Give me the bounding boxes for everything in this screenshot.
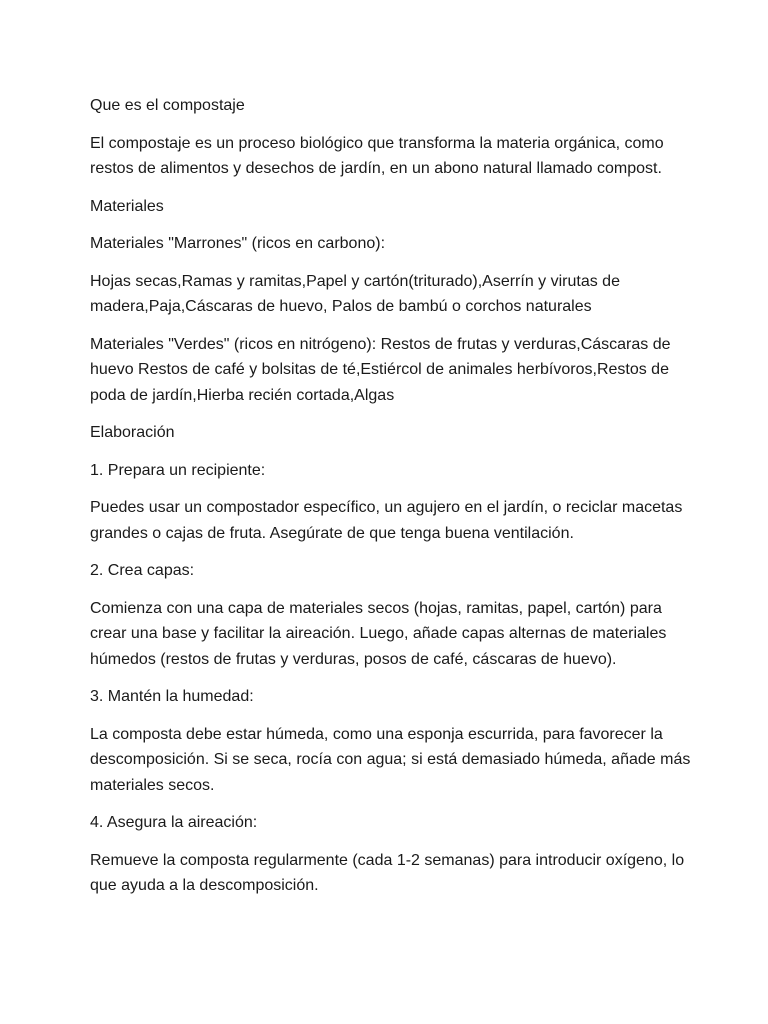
step-1-heading: 1. Prepara un recipiente: xyxy=(90,461,266,479)
brown-materials-heading: Materiales "Marrones" (ricos en carbono): xyxy=(90,235,386,252)
step-2-text: Comienza con una capa de materiales secos (hojas, ramitas, papel, cartón) para crear una base y facilitar la aireación. Luego, añade capas alternas de materiales húmedos (restos de frutas y verduras, posos de café, cáscaras de huevo). xyxy=(90,599,667,668)
step-3-heading: 3. Mantén la humedad: xyxy=(90,688,254,705)
green-materials-paragraph: Materiales "Verdes" (ricos en nitrógeno): Restos de frutas y verduras,Cáscaras de huevo Restos de café y bolsitas de té,Estiércol de animales herbívoros,Restos de poda de jardín,Hierba recién cortada,Algas xyxy=(90,335,671,404)
step-3-text: La composta debe estar húmeda, como una esponja escurrida, para favorecer la descomposición. Si se seca, rocía con agua; si está demasiado húmeda, añade más materiales secos. xyxy=(90,725,691,794)
step-1-text: Puedes usar un compostador específico, un agujero en el jardín, o reciclar macetas grandes o cajas de fruta. Asegúrate de que tenga buena ventilación. xyxy=(90,499,683,542)
intro-paragraph: El compostaje es un proceso biológico que transforma la materia orgánica, como restos de alimentos y desechos de jardín, en un abono natural llamado compost. xyxy=(90,134,664,177)
elaboration-heading: Elaboración xyxy=(90,424,175,441)
step-4-text: Remueve la composta regularmente (cada 1-2 semanas) para introducir oxígeno, lo que ayuda a la descomposición. xyxy=(90,851,685,894)
step-2-heading: 2. Crea capas: xyxy=(90,562,195,579)
doc-title: Que es el compostaje xyxy=(90,97,245,114)
materials-heading: Materiales xyxy=(90,197,164,215)
step-4-heading: 4. Asegura la aireación: xyxy=(90,814,258,831)
brown-materials-list: Hojas secas,Ramas y ramitas,Papel y cartón(triturado),Aserrín y virutas de madera,Paja,Cáscaras de huevo, Palos de bambú o corchos naturales xyxy=(90,272,620,315)
